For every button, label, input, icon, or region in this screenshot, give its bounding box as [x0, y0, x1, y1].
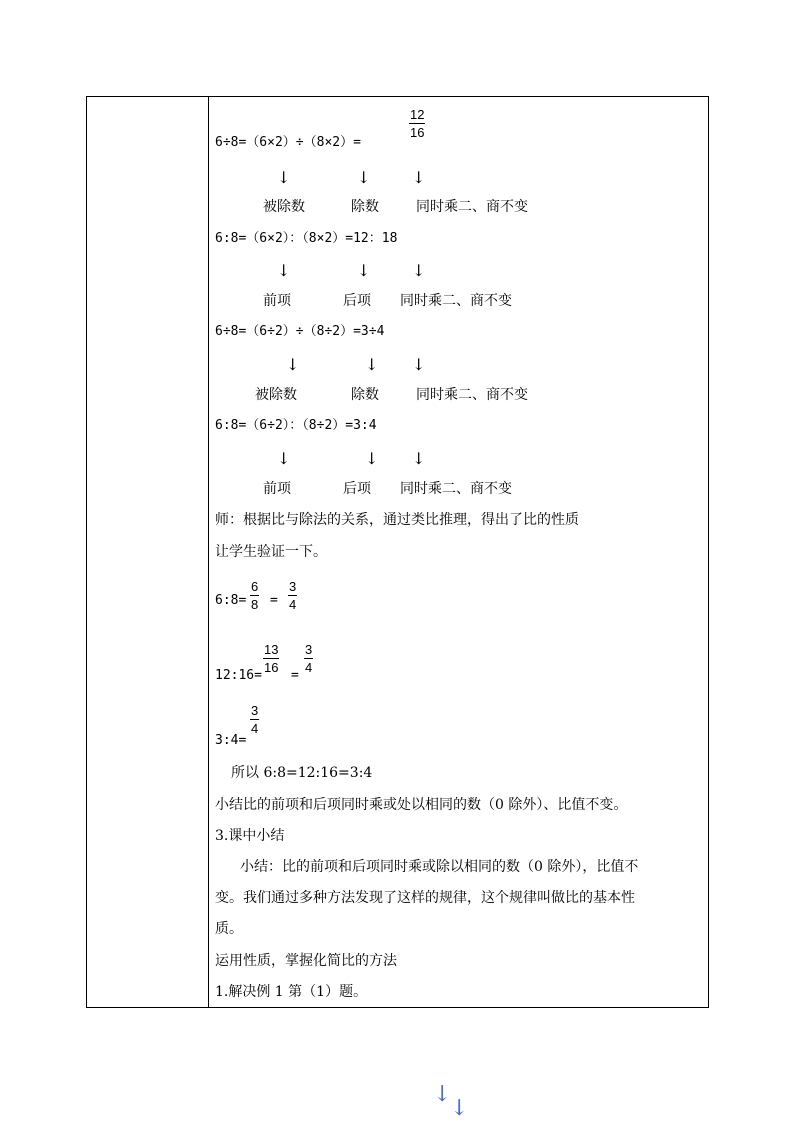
- label-divisor: 除数: [351, 199, 379, 215]
- fraction-denominator: 8: [251, 597, 259, 612]
- down-arrow-icon: ↓: [365, 449, 379, 468]
- fraction-denominator: 4: [305, 660, 313, 675]
- label-rule: 同时乘二、商不变: [416, 387, 528, 403]
- apply-heading: 运用性质，掌握化简比的方法: [215, 953, 397, 969]
- label-rule: 同时乘二、商不变: [400, 481, 512, 497]
- label-rule: 同时乘二、商不变: [400, 293, 512, 309]
- down-arrow-icon: ↓: [412, 449, 426, 468]
- down-arrow-icon: ↓: [277, 168, 291, 187]
- fraction-3-4: [288, 580, 297, 612]
- label-antecedent: 前项: [263, 481, 291, 497]
- label-consequent: 后项: [343, 481, 371, 497]
- fraction-12-16: [409, 108, 425, 140]
- fraction-denominator: 4: [289, 597, 297, 612]
- label-antecedent: 前项: [263, 293, 291, 309]
- verify-ratio-prefix: 12:16=: [215, 668, 262, 683]
- down-arrow-icon: ↓: [412, 168, 426, 187]
- fraction-6-8: [250, 580, 259, 612]
- down-arrow-icon: ↓: [277, 449, 291, 468]
- down-arrow-icon: ↓: [286, 355, 300, 374]
- equals-sign: =: [291, 668, 299, 683]
- verify-instruction: 让学生验证一下。: [215, 544, 327, 560]
- equals-sign: =: [270, 593, 278, 608]
- equation-division-divide: 6÷8=（6÷2）÷（8÷2）=3÷4: [215, 324, 385, 339]
- label-divisor: 除数: [351, 387, 379, 403]
- fraction-numerator: 6: [251, 579, 259, 594]
- equation-ratio-divide: 6:8=（6÷2）：（8÷2）=3:4: [215, 418, 377, 433]
- verify-ratio-prefix: 3:4=: [215, 733, 247, 748]
- summary-paragraph-line: 质。: [215, 921, 243, 937]
- fraction-numerator: 12: [410, 107, 425, 122]
- down-arrow-icon: ↓: [412, 355, 426, 374]
- fraction-numerator: 3: [289, 579, 297, 594]
- column-divider: [208, 97, 209, 1007]
- summary-paragraph-line: 变。我们通过多种方法发现了这样的规律，这个规律叫做比的基本性: [215, 890, 635, 906]
- down-arrow-icon: ↓: [357, 168, 371, 187]
- down-arrow-icon: ↓: [433, 1082, 452, 1107]
- fraction-numerator: 13: [264, 642, 279, 657]
- example-item: 1.解决例 1 第（1）题。: [215, 984, 368, 1000]
- down-arrow-icon: ↓: [450, 1096, 469, 1121]
- down-arrow-icon: ↓: [357, 261, 371, 280]
- down-arrow-icon: ↓: [412, 261, 426, 280]
- fraction-denominator: 16: [410, 125, 425, 140]
- label-consequent: 后项: [343, 293, 371, 309]
- fraction-13-16: [263, 643, 279, 675]
- fraction-numerator: 3: [251, 703, 259, 718]
- section-heading: 3.课中小结: [215, 828, 285, 844]
- fraction-numerator: 3: [305, 642, 313, 657]
- equation-ratio-multiply: 6:8=（6×2）：（8×2）=12：18: [215, 231, 398, 246]
- label-rule: 同时乘二、商不变: [416, 199, 528, 215]
- fraction-denominator: 16: [264, 660, 279, 675]
- fraction-3-4: [250, 704, 259, 736]
- teacher-statement: 师：根据比与除法的关系，通过类比推理，得出了比的性质: [215, 512, 579, 528]
- down-arrow-icon: ↓: [365, 355, 379, 374]
- equation-division-multiply: 6÷8=（6×2）÷（8×2）=: [215, 135, 361, 150]
- fraction-denominator: 4: [251, 721, 259, 736]
- label-dividend: 被除数: [255, 387, 297, 403]
- fraction-3-4: [304, 643, 313, 675]
- small-summary: 小结比的前项和后项同时乘或处以相同的数（0 除外）、比值不变。: [215, 797, 628, 813]
- conclusion: 所以 6:8=12:16=3:4: [231, 765, 373, 781]
- label-dividend: 被除数: [263, 199, 305, 215]
- verify-ratio-prefix: 6:8=: [215, 593, 247, 608]
- down-arrow-icon: ↓: [277, 261, 291, 280]
- summary-paragraph-line: 小结：比的前项和后项同时乘或除以相同的数（0 除外），比值不: [240, 859, 639, 875]
